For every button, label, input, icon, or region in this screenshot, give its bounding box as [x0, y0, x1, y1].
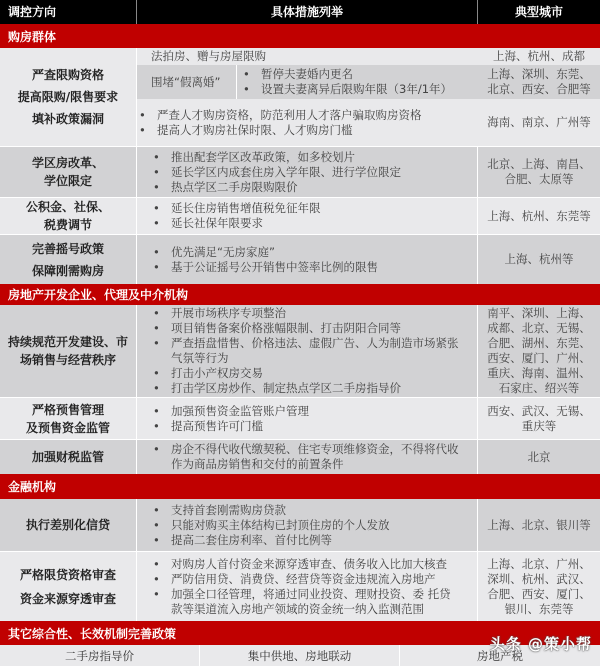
cities-cell: 上海、杭州、东莞等	[487, 208, 591, 223]
cities-cell: 海南、南京、广州等	[478, 99, 600, 146]
measure-list: • 支持首套刚需购房贷款 • 只能对购买主体结构已封顶住房的个人发放 • 提高二套住房利率、首付比例等	[151, 503, 390, 548]
sub-row	[137, 48, 478, 65]
header-measures: 具体措施列举	[137, 0, 478, 24]
direction-cell: 加强财税监管	[0, 440, 137, 474]
other-item: 房地产税	[477, 648, 523, 663]
cities-cell: 上海、北京、银川等	[487, 517, 591, 532]
table-row	[0, 439, 600, 474]
direction-cell: 严格预售管理 及预售资金监管	[0, 398, 137, 439]
section-title-financial: 金融机构	[0, 474, 600, 499]
measure-list: • 推出配套学区改革政策，如多校划片 • 延长学区内成套住房入学年限、进行学位限定 • 热点学区二手房限购限价	[151, 150, 401, 195]
measure-list: • 开展市场秩序专项整治 • 项目销售备案价格涨幅限制、打击阴阳合同等 • 严查捂盘惜售、价格违法、虚假广告、人为制造市场紧张气氛等行为 • 打击小产权房交易 • 打击学区房炒作、制定热点学区二手房指导价	[151, 306, 477, 396]
table-row	[0, 197, 600, 234]
sub-row	[137, 99, 478, 146]
cities-cell: 上海、深圳、东莞、北京、西安、合肥等	[478, 65, 600, 99]
measures-cell	[137, 198, 478, 234]
cities-cell: 上海、北京、广州、深圳、杭州、武汉、合肥、西安、厦门、银川、东莞等	[487, 556, 591, 616]
cities-cell: 北京	[527, 449, 551, 464]
measures-cell	[137, 552, 478, 621]
cities-cell: 上海、杭州、成都	[478, 48, 600, 65]
cities-cell: 南平、深圳、上海、成都、北京、无锡、合肥、湖州、东莞、西安、厦门、广州、重庆、海南、温州、石家庄、绍兴等	[487, 306, 591, 395]
section-title-buyers: 购房群体	[0, 24, 600, 48]
direction-cell: 严格限贷资格审查 资金来源穿透审查	[0, 552, 137, 621]
measure-list: • 对购房人首付资金来源穿透审查、债务收入比加大核查 • 严防信用贷、消费贷、经营贷等资金违规流入房地产 • 加强全口径管理，将通过同业投资、理财投资、委 托贷款等渠道流入房地产领域的资金统一纳入监测范围	[151, 557, 477, 617]
table-row	[0, 146, 600, 197]
direction-cell: 学区房改革、 学位限定	[0, 147, 137, 197]
measures-cell	[137, 499, 478, 551]
measures-cell	[137, 398, 478, 439]
direction-cell: 持续规范开发建设、市 场销售与经营秩序	[0, 305, 137, 397]
measure-list: • 房企不得代收代缴契税、住宅专项维修资金，不得将代收作为商品房销售和交付的前置条件	[151, 442, 477, 472]
fake-divorce-label: 围堵“假离婚”	[137, 65, 237, 99]
measure-list: • 严查人才购房资格，防范利用人才落户骗取购房资格 • 提高人才购房社保时限、人才购房门槛	[137, 108, 422, 138]
header-direction: 调控方向	[0, 0, 137, 24]
table-header	[0, 0, 600, 24]
measures-cell	[137, 440, 478, 474]
measures-cell	[137, 235, 478, 284]
measure-text: 法拍房、赠与房屋限购	[151, 49, 266, 63]
sub-row	[137, 65, 478, 99]
header-cities: 典型城市	[514, 4, 563, 19]
other-item: 集中供地、房地联动	[200, 645, 400, 666]
section-title-developers: 房地产开发企业、代理及中介机构	[0, 284, 600, 305]
watermark: 头条 @策小帮	[489, 635, 592, 653]
direction-cell: 执行差别化信贷	[0, 499, 137, 551]
table-row	[0, 499, 600, 551]
measure-list: • 延长住房销售增值税免征年限 • 延长社保年限要求	[151, 201, 321, 231]
other-item: 二手房指导价	[0, 645, 200, 666]
table-row	[0, 551, 600, 621]
measure-list: • 优先满足“无房家庭” • 基于公证摇号公开销售中签率比例的限售	[151, 245, 378, 275]
table-row	[0, 397, 600, 439]
measure-list: • 暂停夫妻婚内更名 • 设置夫妻离异后限购年限（3年/1年）	[237, 65, 452, 99]
direction-cell: 完善摇号政策 保障刚需购房	[0, 235, 137, 284]
table-row	[0, 234, 600, 284]
measures-cell	[137, 147, 478, 197]
measure-list: • 加强预售资金监管账户管理 • 提高预售许可门槛	[151, 404, 309, 434]
direction-cell: 严查限购资格 提高限购/限售要求 填补政策漏洞	[0, 48, 137, 146]
cities-cell: 上海、杭州等	[504, 252, 574, 266]
cities-cell: 西安、武汉、无锡、重庆等	[487, 403, 591, 433]
measures-cell	[137, 305, 478, 397]
section-title-other: 其它综合性、长效机制完善政策	[0, 621, 600, 645]
cities-cell: 北京、上海、南昌、合肥、太原等	[487, 157, 591, 186]
direction-cell: 公积金、社保、 税费调节	[0, 198, 137, 234]
table-row	[0, 305, 600, 397]
